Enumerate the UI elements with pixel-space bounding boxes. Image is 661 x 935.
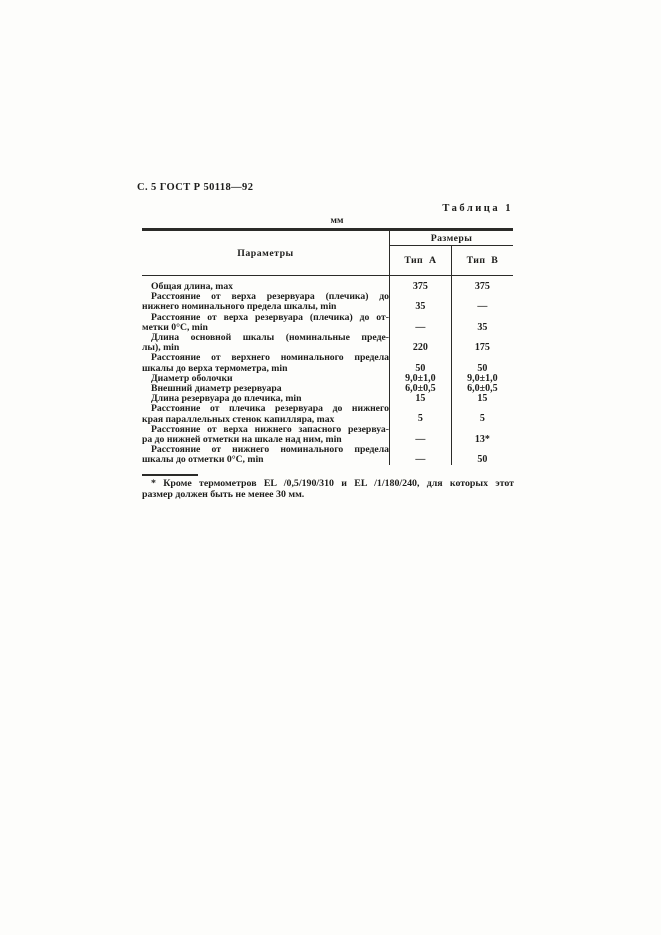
value-cell-a: 50 — [390, 353, 452, 373]
value-cell-a: — — [390, 425, 452, 445]
parameter-cell — [142, 292, 390, 312]
column-header-type-a: Тип А — [390, 246, 452, 276]
parameter-cell — [142, 445, 390, 465]
parameter-cell — [142, 404, 390, 424]
value-cell-a: 15 — [390, 394, 452, 404]
parameter-cell — [142, 425, 390, 445]
value-cell-a: 5 — [390, 404, 452, 424]
parameter-line: Расстояние от верха резервуара (плечика) до — [151, 292, 389, 303]
table-row — [142, 313, 513, 333]
page-header: С. 5 ГОСТ Р 50118—92 — [137, 182, 254, 193]
parameter-line: ра до нижней отметки на шкале над ним, min — [142, 434, 342, 445]
footnote — [142, 479, 514, 501]
value-cell-b: 15 — [477, 393, 488, 405]
parameter-line: края параллельных стенок капилляра, max — [142, 414, 335, 425]
parameter-line: Расстояние от верхнего номинального предела — [151, 353, 389, 364]
parameter-line: шкалы до отметки 0°С, min — [142, 455, 264, 466]
table-row — [142, 384, 513, 394]
parameter-cell — [142, 276, 390, 293]
value-cell-b: 6,0±0,5 — [467, 382, 498, 394]
parameter-cell — [142, 313, 390, 333]
footnote-divider — [142, 474, 198, 476]
footnote-line: * Кроме термометров EL /0,5/190/310 и EL /1/180/240, для которых этот — [151, 478, 514, 489]
table-row — [142, 425, 513, 445]
parameter-line: Расстояние от нижнего номинального предела — [151, 445, 389, 456]
parameter-line: нижнего номинального предела шкалы, min — [142, 302, 337, 313]
table-row — [142, 333, 513, 353]
parameter-line: шкалы до верха термометра, min — [142, 363, 288, 374]
parameter-cell — [142, 333, 390, 353]
table-row — [142, 374, 513, 384]
value-cell-a: 9,0±1,0 — [390, 374, 452, 384]
table-caption: Таблица 1 — [442, 203, 513, 214]
value-cell-b: 175 — [474, 342, 490, 354]
parameter-line: Длина резервуара до плечика, min — [151, 394, 302, 405]
parameter-cell — [142, 384, 390, 394]
table-row — [142, 404, 513, 424]
parameter-line: Диаметр оболочки — [151, 373, 233, 384]
parameter-line: Общая длина, max — [151, 282, 234, 292]
table-row — [142, 276, 513, 293]
table-row — [142, 445, 513, 465]
value-cell-a: 35 — [390, 292, 452, 312]
footnote-line: размер должен быть не менее 30 мм. — [142, 488, 305, 500]
value-cell-b: 50 — [477, 362, 488, 374]
parameter-line: Расстояние от верха резервуара (плечика) до от- — [151, 312, 389, 323]
parameter-line: лы), min — [142, 343, 180, 354]
parameter-cell — [142, 374, 390, 384]
table-row — [142, 394, 513, 404]
value-cell-a: — — [390, 313, 452, 333]
value-cell-b: 50 — [477, 454, 488, 466]
parameter-cell — [142, 394, 390, 404]
column-header-sizes: Размеры — [390, 230, 514, 246]
parameter-line: Длина основной шкалы (номинальные преде- — [151, 332, 389, 343]
table-row — [142, 353, 513, 373]
unit-label: мм — [330, 216, 344, 226]
value-cell-a: 375 — [390, 276, 452, 293]
parameter-cell — [142, 353, 390, 373]
parameter-line: Расстояние от плечика резервуара до нижнего — [151, 404, 389, 415]
value-cell-a: — — [390, 445, 452, 465]
parameter-line: Расстояние от верха нижнего запасного резервуа- — [151, 424, 389, 435]
value-cell-b: 5 — [479, 413, 485, 425]
value-cell-b: 35 — [477, 321, 488, 333]
table-body — [142, 276, 513, 466]
table-header — [142, 230, 513, 276]
value-cell-a: 6,0±0,5 — [390, 384, 452, 394]
table-row — [142, 292, 513, 312]
value-cell-b: 13* — [474, 433, 490, 445]
column-header-parameters: Параметры — [142, 230, 390, 276]
value-cell-a: 220 — [390, 333, 452, 353]
value-cell-b: — — [477, 301, 488, 313]
column-header-type-b: Тип В — [451, 246, 513, 276]
parameter-line: Внешний диаметр резервуара — [151, 383, 282, 394]
parameters-table — [142, 228, 513, 465]
value-cell-b: 9,0±1,0 — [467, 372, 498, 384]
parameter-line: метки 0°С, min — [142, 322, 208, 333]
value-cell-b: 375 — [474, 281, 490, 292]
